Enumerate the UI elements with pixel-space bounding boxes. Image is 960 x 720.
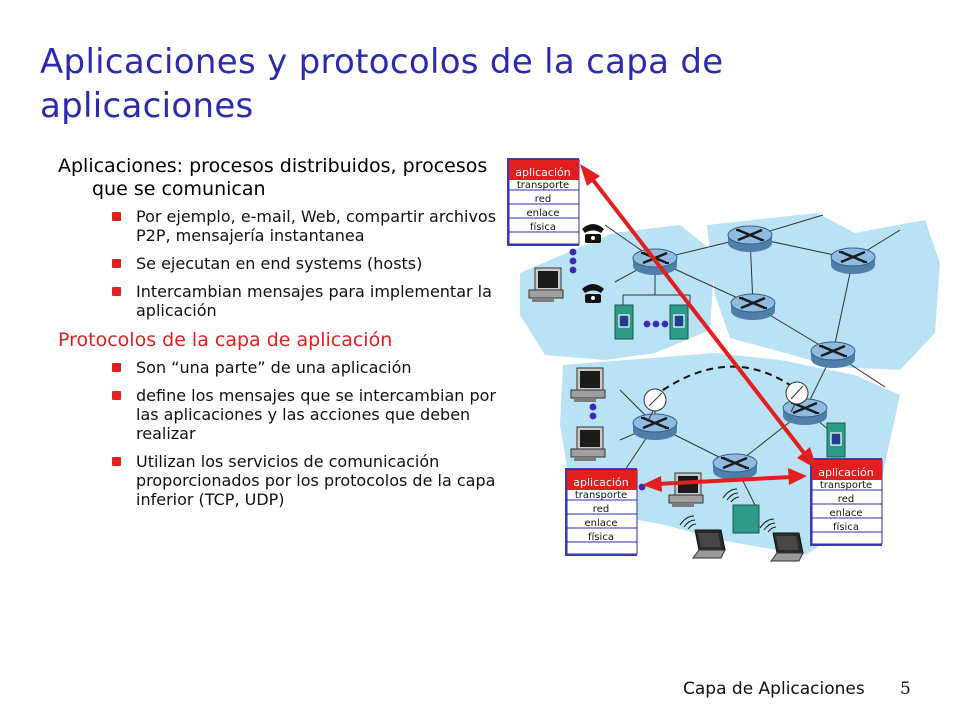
stack-layer-label: transporte (574, 490, 628, 501)
router-icon (713, 454, 757, 480)
bullet-icon (112, 287, 121, 296)
stack-layer-label: aplicación (818, 466, 874, 479)
bullet-icon (112, 363, 121, 372)
stack-layer-label: física (588, 532, 614, 543)
bullet-text: Por ejemplo, e-mail, Web, compartir archivos P2P, mensajería instantanea (136, 207, 497, 245)
stack-layer-label: transporte (516, 180, 570, 191)
network-diagram (505, 155, 945, 575)
router-icon (831, 248, 875, 274)
bullet-icon (112, 259, 121, 268)
stack-layer-label: red (592, 504, 610, 515)
list-item (58, 207, 498, 245)
page-number: 5 (900, 679, 911, 699)
base-station-icon (733, 505, 759, 533)
server-icon (615, 305, 633, 339)
bullet-text: Se ejecutan en end systems (hosts) (136, 254, 423, 273)
stack-layer-label: enlace (829, 508, 863, 519)
list-item (58, 452, 498, 509)
section-heading-protocols: Protocolos de la capa de aplicación (58, 329, 393, 351)
list-item (58, 254, 498, 273)
laptop-icon (771, 533, 803, 561)
protocol-stack-top (507, 158, 579, 246)
footer-label: Capa de Aplicaciones (683, 679, 865, 699)
bullet-text: Son “una parte” de una aplicación (136, 358, 412, 377)
telephone-icon (582, 224, 604, 243)
stack-layer-label: transporte (819, 480, 873, 491)
bullet-text: define los mensajes que se intercambian por las aplicaciones y las acciones que deben realizar (136, 386, 496, 443)
stack-layer-label: red (837, 494, 855, 505)
bullet-icon (112, 457, 121, 466)
list-item (58, 386, 498, 443)
router-icon (728, 226, 772, 252)
stack-layer-label: enlace (584, 518, 618, 529)
list-item (58, 282, 498, 320)
bullet-icon (112, 391, 121, 400)
stack-layer-label: enlace (526, 208, 560, 219)
router-icon (633, 414, 677, 440)
server-icon (670, 305, 688, 339)
slide-title: Aplicaciones y protocolos de la capa de aplicaciones (40, 42, 724, 126)
stack-layer-label: aplicación (573, 476, 629, 489)
stack-layer-label: red (534, 194, 552, 205)
server-icon (827, 423, 845, 457)
bullet-icon (112, 212, 121, 221)
protocol-stack-bottom-right (810, 458, 882, 546)
stack-layer-label: física (833, 522, 859, 533)
section-heading-applications: Aplicaciones: procesos distribuidos, procesos que se comunican (58, 155, 488, 200)
router-icon (783, 399, 827, 425)
bullet-text: Intercambian mensajes para implementar la aplicación (136, 282, 492, 320)
slide-content (58, 155, 498, 518)
stack-layer-label: física (530, 222, 556, 233)
stack-layer-label: aplicación (515, 166, 571, 179)
laptop-icon (693, 530, 725, 558)
router-icon (731, 294, 775, 320)
protocol-stack-bottom-left (565, 468, 637, 556)
list-item (58, 358, 498, 377)
router-icon (811, 342, 855, 368)
bullet-text: Utilizan los servicios de comunicación proporcionados por los protocolos de la capa inferior (TCP, UDP) (136, 452, 496, 509)
